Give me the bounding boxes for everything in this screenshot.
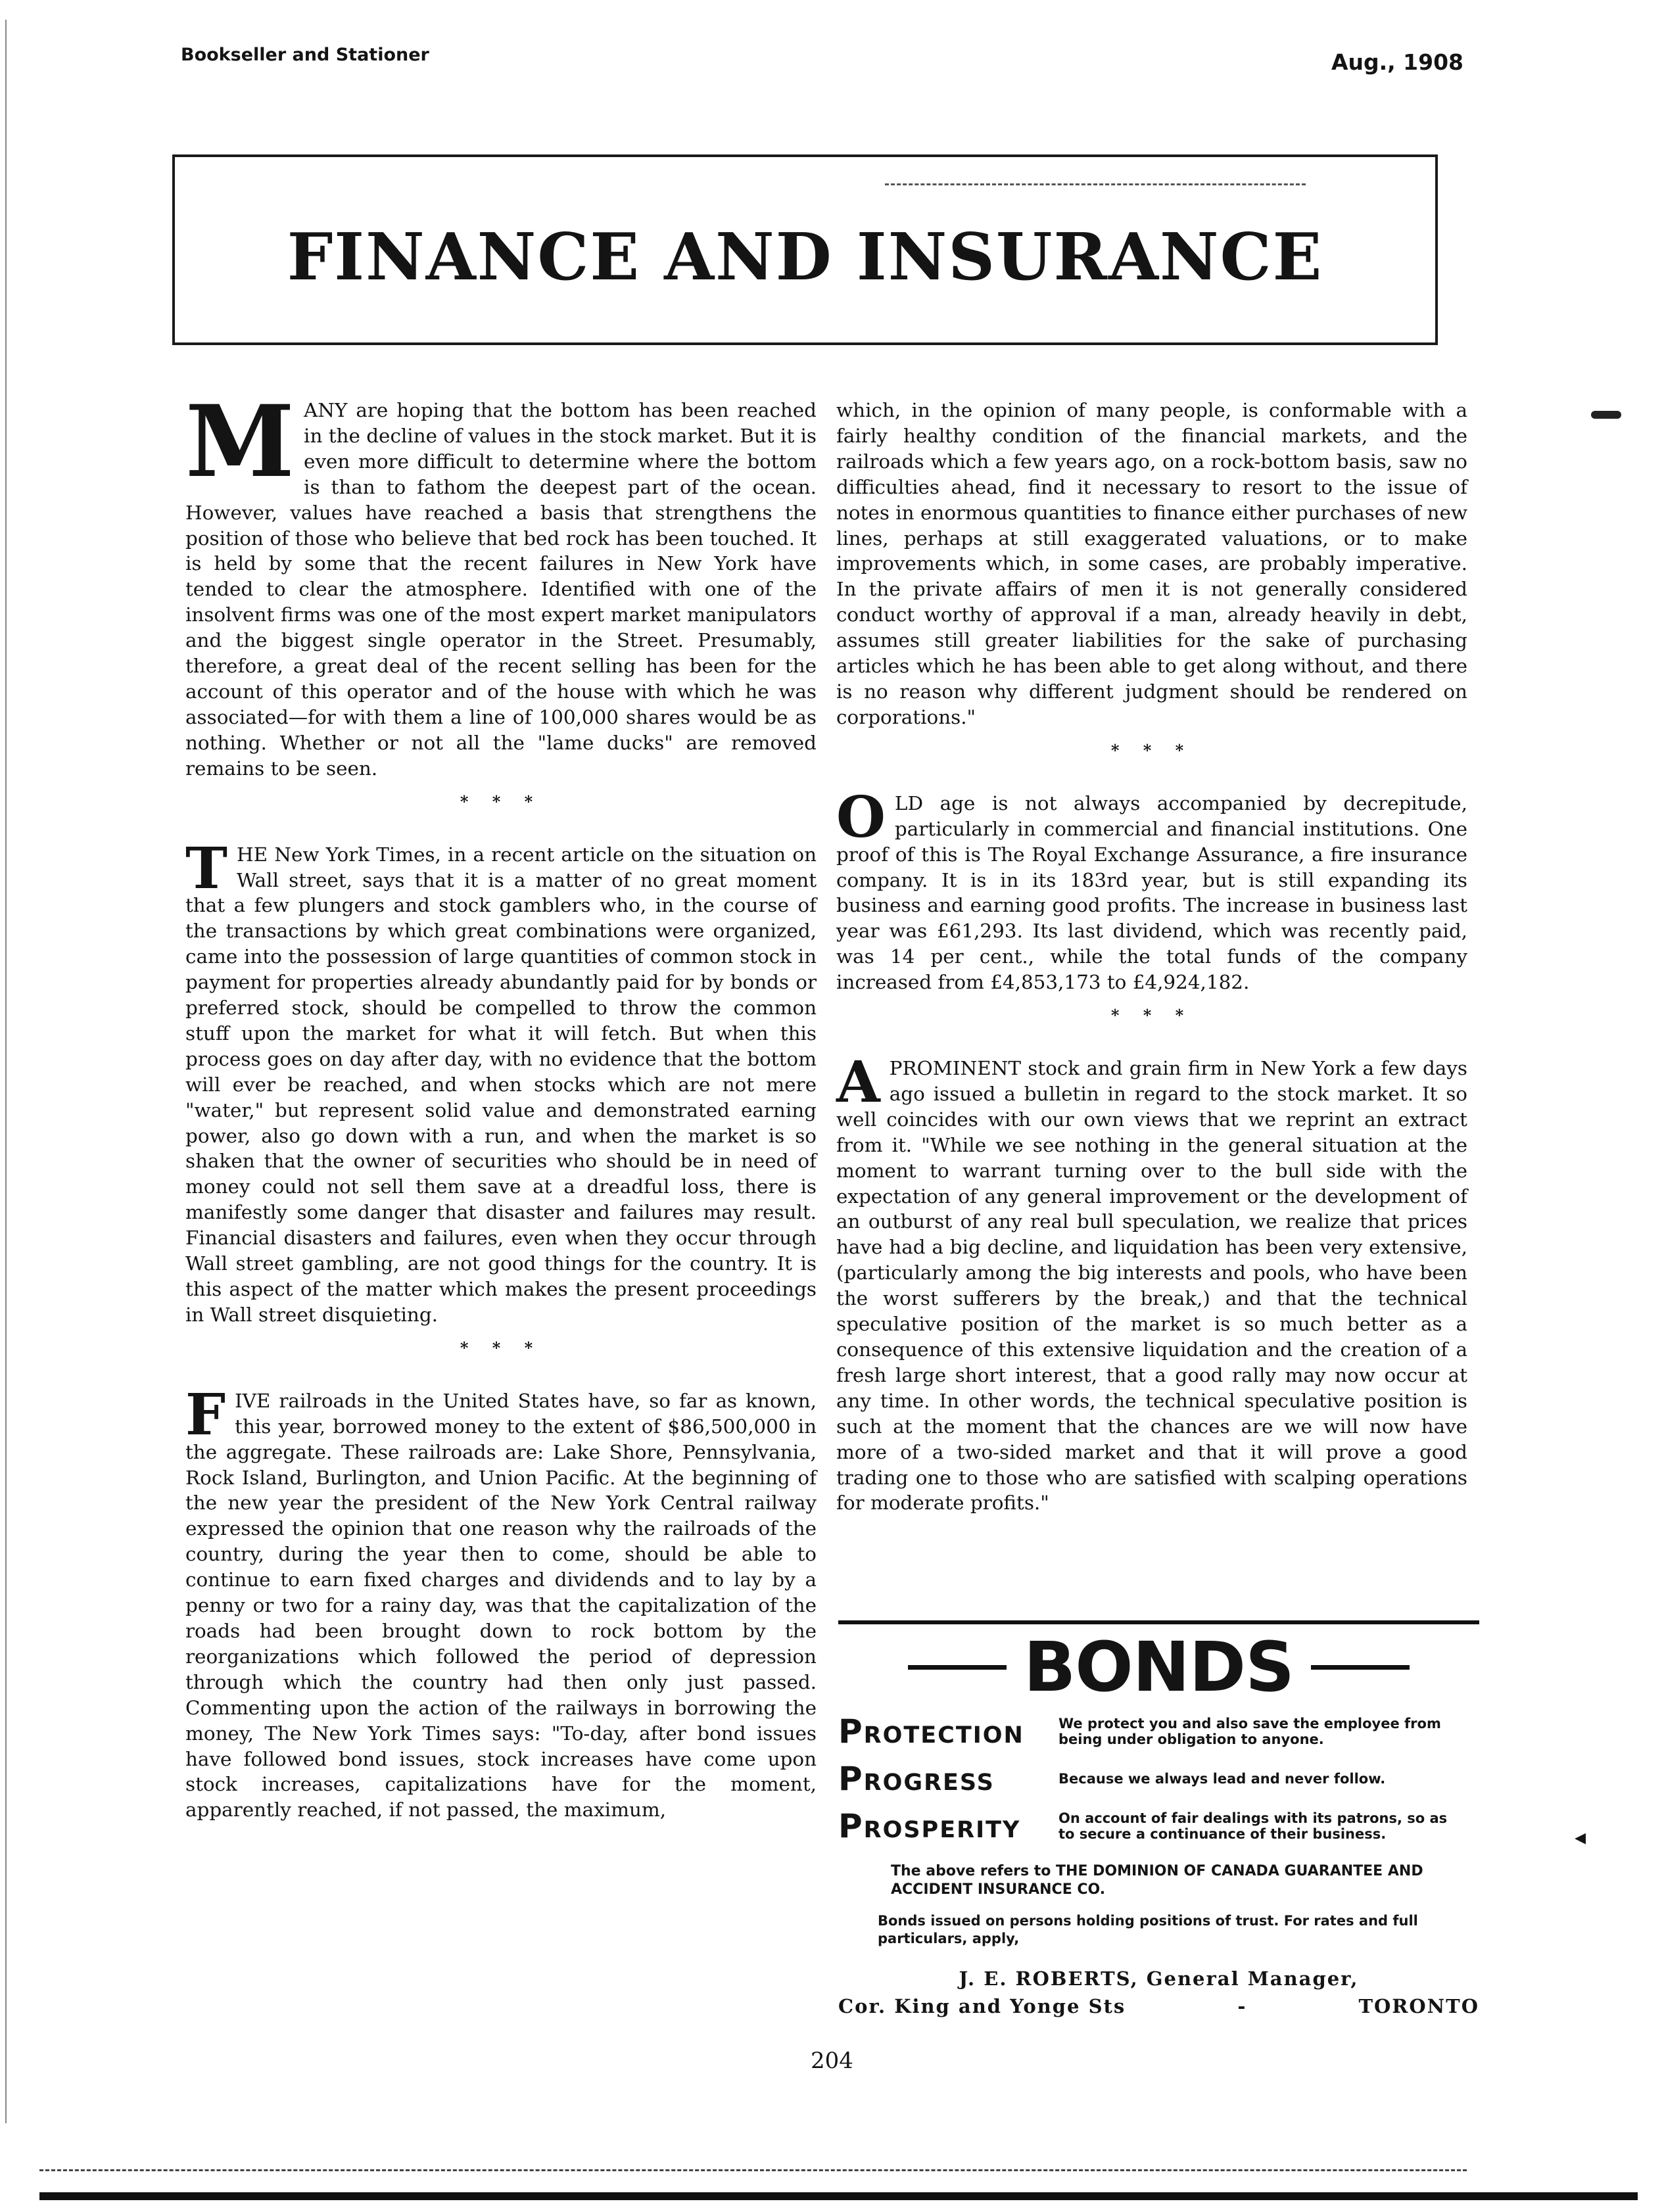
page-number: 204 (811, 2048, 853, 2074)
title-box-dash (885, 183, 1306, 185)
ad-feature-progress (838, 1760, 1479, 1798)
article-text: LD age is not always accompanied by decrepitude, particularly in commercial and financial institutions. One proof of this is The Royal Exchange Assurance, a fire insurance company. It is in its 183rd year, but is still expanding its business and earning good profits. The increase in business last year was £61,293. Its last dividend, which was recently paid, was 14 per cent., while the total funds of the company increased from £4,853,173 to £4,924,182. (836, 791, 1467, 994)
page-title: FINANCE AND INSURANCE (287, 220, 1323, 295)
article-text: IVE railroads in the United States have, so far as known, this year, borrowed money to the extent of $86,500,000 in the aggregate. These railroads are: Lake Shore, Pennsylvania, Rock Island, Burlington, and Union Pacific. At the beginning of the new year the president of the New York Central railway expressed the opinion that one reason why the railroads of the country, during the year then to come, should be able to continue to earn fixed charges and dividends and to lay by a penny or two for a rainy day, was that the capitalization of the roads had been brought down to rock bottom by the reorganizations which followed the period of depression through which the country had then only just passed. Commenting upon the action of the railways in borrowing the money, The New York Times says: "To-day, after bond issues have followed bond issues, stock increases have come upon stock increases, capitalizations have for the moment, apparently reached, if not passed, the maximum, (185, 1389, 817, 1822)
section-separator: * * * (460, 791, 542, 811)
ad-company-reference: The above refers to THE DOMINION OF CANADA GUARANTEE AND ACCIDENT INSURANCE CO. (891, 1863, 1423, 1898)
ad-feature-protection (838, 1712, 1479, 1751)
publication-name: Bookseller and Stationer (181, 45, 429, 65)
ad-top-rule (838, 1620, 1479, 1624)
ad-headline-row (838, 1627, 1479, 1707)
ad-general-manager: J. E. ROBERTS, General Manager, (959, 1967, 1359, 1990)
column-right (836, 398, 1467, 1516)
issue-date: Aug., 1908 (1331, 49, 1463, 75)
margin-ink-mark (1591, 411, 1621, 419)
page-edge-shadow (5, 20, 7, 2123)
feature-name: Prosperity (838, 1807, 1021, 1845)
ad-street-address: Cor. King and Yonge Sts (838, 1995, 1126, 2017)
ad-bonds-issued-note: Bonds issued on persons holding positions of trust. For rates and full particulars, apply, (878, 1913, 1418, 1946)
article-railroads (185, 1381, 817, 1823)
article-new-york-times (185, 835, 817, 1328)
ad-address-line (838, 1995, 1479, 2017)
section-separator: * * * (1110, 1006, 1193, 1025)
feature-description: Because we always lead and never follow. (1058, 1771, 1386, 1787)
bonds-advertisement (838, 1620, 1479, 2017)
title-box (172, 154, 1438, 345)
section-separator: * * * (1110, 740, 1193, 760)
scan-bottom-rule (39, 2192, 1638, 2200)
headline-dash-left (908, 1665, 1007, 1670)
feature-description: On account of fair dealings with its patrons, so as to secure a continuance of their business. (1058, 1810, 1448, 1842)
drop-cap: F (185, 1381, 226, 1448)
ad-headline: BONDS (1024, 1627, 1294, 1707)
article-stock-bottom (185, 384, 817, 782)
article-royal-exchange (836, 784, 1467, 995)
scan-dash-line (39, 2169, 1467, 2171)
article-text: ANY are hoping that the bottom has been reached in the decline of values in the stock market. But it is even more difficult to determine where the bottom is than to fathom the deepest part of the ocean. However, values have reached a basis that strengthens the position of those who believe that bed rock has been touched. It is held by some that the recent failures in New York have tended to clear the atmosphere. Identified with one of the insolvent firms was one of the most expert market manipulators and the biggest single operator in the Street. Presumably, therefore, a great deal of the recent selling has been for the account of this operator and of the house with which he was associated—for with them a line of 100,000 shares would be as nothing. Whether or not all the "lame ducks" are removed remains to be seen. (185, 399, 817, 780)
feature-description: We protect you and also save the employee from being under obligation to anyone. (1058, 1716, 1441, 1747)
margin-ink-mark: ◂ (1575, 1824, 1586, 1850)
drop-cap: A (836, 1049, 880, 1116)
ad-feature-prosperity (838, 1807, 1479, 1845)
ad-city: TORONTO (1358, 1995, 1479, 2017)
headline-dash-right (1311, 1665, 1410, 1670)
drop-cap: T (185, 835, 227, 902)
ad-address-dash: - (1237, 1995, 1247, 2017)
article-railroads-continued: which, in the opinion of many people, is conformable with a fairly healthy condition of the financial markets, and the railroads which a few years ago, on a rock-bottom basis, saw no difficulties ahead, find it necessary to resort to the issue of notes in enormous quantities to finance either purchases of new lines, perhaps at still exaggerated valuations, or to make improvements which, in some cases, are probably imperative. In the private affairs of men it is not generally considered conduct worthy of approval if a man, already heavily in debt, assumes still greater liabilities for the sake of purchasing articles which he has been able to get along without, and there is no reason why different judgment should be rendered on corporations." (836, 399, 1467, 728)
drop-cap: O (836, 784, 886, 851)
column-left (185, 384, 817, 1823)
drop-cap: M (185, 384, 295, 500)
article-text: HE New York Times, in a recent article on the situation on Wall street, says that it is a matter of no great moment that a few plungers and stock gamblers who, in the course of the transactions by which great combinations were organized, came into the possession of large quantities of common stock in payment for properties already abundantly paid for by bonds or preferred stock, should be compelled to throw the common stuff upon the market for what it will fetch. But when this process goes on day after day, with no evidence that the bottom will ever be reached, and when stocks which are not mere "water," but represent solid value and demonstrated earning power, also go down with a run, and when the market is so shaken that the owner of securities who should be in need of money could not sell them save at a dreadful loss, there is manifestly some danger that disaster and failures may result. Financial disasters and failures, even when they occur through Wall street gambling, are not good things for the country. It is this aspect of the matter which makes the present proceedings in Wall street disquieting. (185, 843, 817, 1326)
section-separator: * * * (460, 1338, 542, 1357)
article-text: PROMINENT stock and grain firm in New York a few days ago issued a bulletin in regard to the stock market. It so well coincides with our own views that we reprint an extract from it. "While we see nothing in the general situation at the moment to warrant turning over to the bull side with the expectation of any general improvement or the development of an outburst of any real bull speculation, we realize that prices have had a big decline, and liquidation has been very extensive, (particularly among the big interests and pools, who have been the worst sufferers by the break,) and that the technical speculative position of the market is so much better as a consequence of this extensive liquidation and the creation of a fresh large short interest, that a good rally may now occur at any time. In other words, the technical speculative position is such at the moment that the chances are we will now have more of a two-sided market and that it will prove a good trading one to those who are satisfied with scalping operations for moderate profits." (836, 1057, 1467, 1515)
article-stock-bulletin (836, 1049, 1467, 1516)
feature-name: Progress (838, 1760, 995, 1798)
feature-name: Protection (838, 1712, 1024, 1751)
